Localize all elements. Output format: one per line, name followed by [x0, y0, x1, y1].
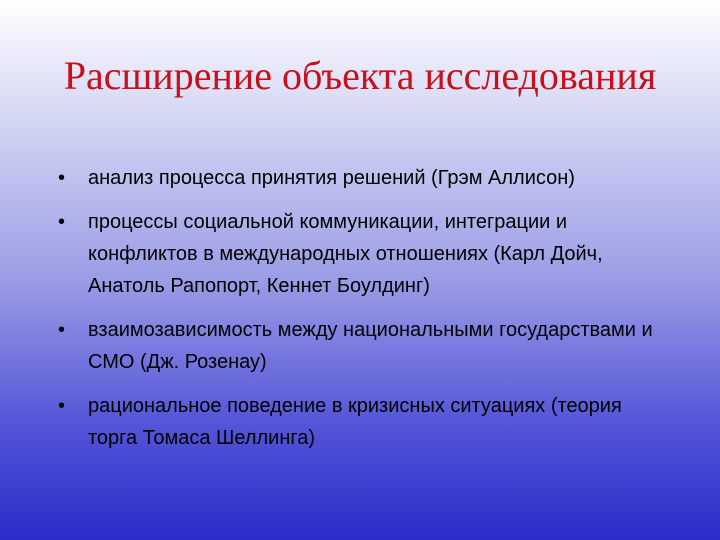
bullet-text: процессы социальной коммуникации, интеграции и конфликтов в международных отношениях (Карл Дойч, Анатоль Рапопорт, Кеннет Боулдинг) [88, 211, 603, 297]
bullet-item [58, 206, 658, 302]
bullet-dot-icon: • [58, 319, 66, 341]
bullet-dot-icon: • [58, 211, 66, 233]
bullet-list [58, 162, 658, 466]
bullet-item [58, 314, 658, 378]
bullet-dot-icon: • [58, 395, 66, 417]
bullet-text: анализ процесса принятия решений (Грэм Аллисон) [88, 167, 575, 189]
bullet-text: рациональное поведение в кризисных ситуациях (теория торга Томаса Шеллинга) [88, 395, 622, 449]
slide-title: Расширение объекта исследования [63, 53, 657, 98]
bullet-item [58, 162, 658, 194]
bullet-text: взаимозависимость между национальными государствами и СМО (Дж. Розенау) [88, 319, 653, 373]
bullet-item [58, 390, 658, 454]
bullet-dot-icon: • [58, 167, 66, 189]
